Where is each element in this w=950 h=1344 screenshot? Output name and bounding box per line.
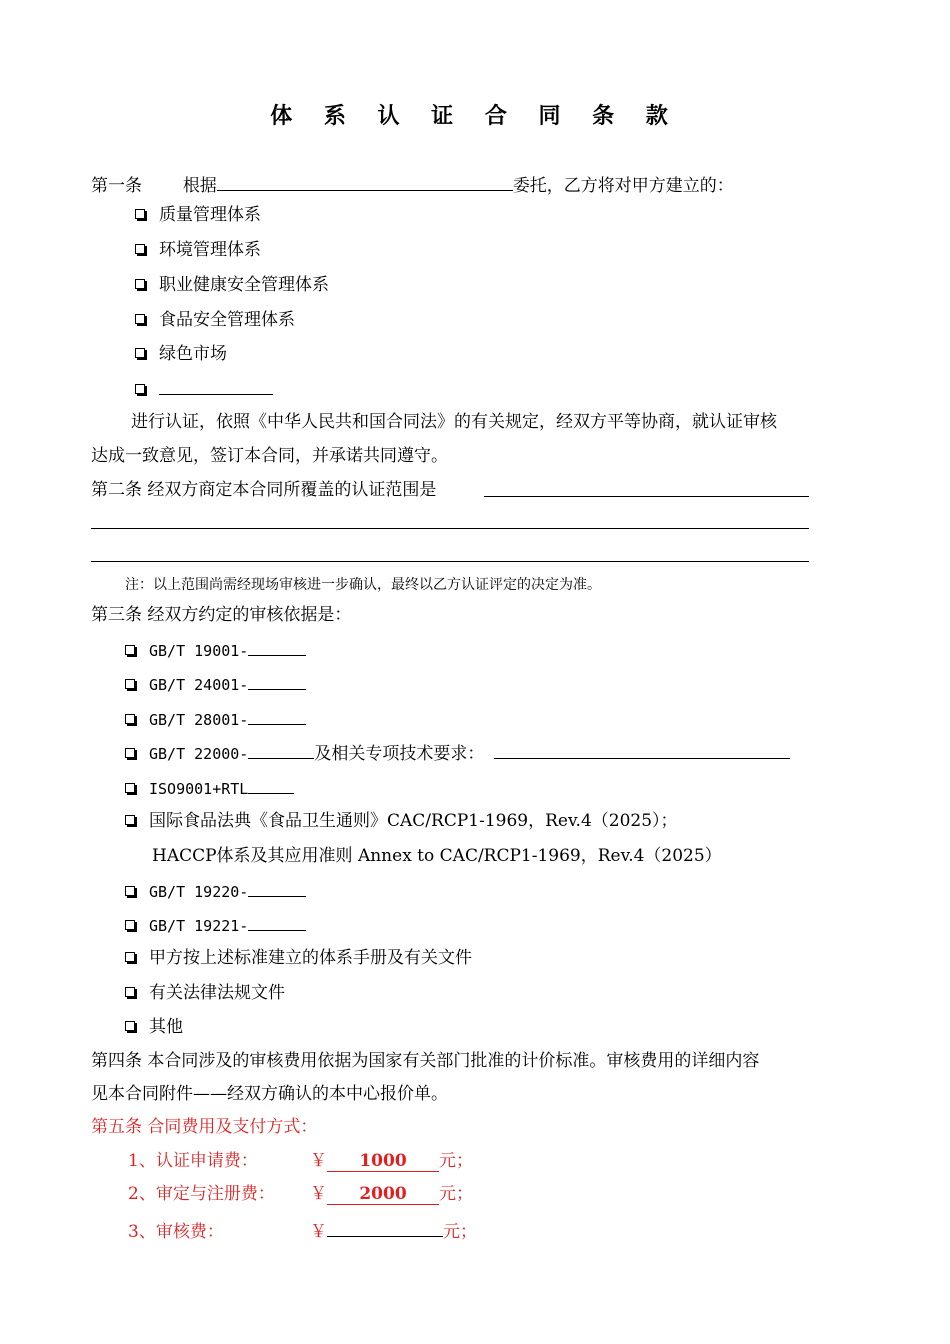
article-4-line2: 见本合同附件——经双方确认的本中心报价单。 [91, 1084, 448, 1104]
basis-laws[interactable]: 有关法律法规文件 [125, 982, 285, 1004]
checkbox-icon[interactable] [125, 748, 135, 758]
fee-row-application: 1、认证申请费： ￥ 1000 元； [128, 1151, 473, 1171]
checkbox-icon[interactable] [135, 279, 145, 289]
year-blank[interactable] [248, 740, 314, 759]
basis-other[interactable]: 其他 [125, 1016, 183, 1038]
article-1-label: 第一条 [91, 176, 142, 196]
checkbox-icon[interactable] [125, 714, 135, 724]
scope-blank-line-3[interactable] [91, 561, 809, 562]
article-4-line1: 第四条 本合同涉及的审核费用依据为国家有关部门批准的计价标准。审核费用的详细内容 [91, 1051, 760, 1071]
option-other-blank[interactable] [135, 376, 273, 401]
checkbox-icon[interactable] [125, 645, 135, 655]
basis-iso9001-rtl[interactable]: ISO9001+RTL [125, 775, 294, 800]
option-environment[interactable]: 环境管理体系 [135, 239, 261, 261]
basis-gbt28001[interactable]: GB/T 28001- [125, 706, 306, 731]
option-quality[interactable]: 质量管理体系 [135, 204, 261, 226]
year-blank[interactable] [248, 706, 306, 725]
option-food-safety[interactable]: 食品安全管理体系 [135, 309, 295, 331]
year-blank[interactable] [248, 912, 306, 931]
principal-blank[interactable] [217, 172, 513, 191]
year-blank[interactable] [248, 878, 306, 897]
option-green-market[interactable]: 绿色市场 [135, 343, 227, 365]
basis-gbt19220[interactable]: GB/T 19220- [125, 878, 306, 903]
basis-gbt24001[interactable]: GB/T 24001- [125, 671, 306, 696]
option-ohs[interactable]: 职业健康安全管理体系 [135, 274, 329, 296]
checkbox-icon[interactable] [135, 244, 145, 254]
checkbox-icon[interactable] [125, 1021, 135, 1031]
article-1-para-line2: 达成一致意见，签订本合同，并承诺共同遵守。 [91, 446, 448, 466]
checkbox-icon[interactable] [125, 886, 135, 896]
scope-note: 注：以上范围尚需经现场审核进一步确认，最终以乙方认证评定的决定为准。 [125, 577, 601, 593]
article-2-heading: 第二条 经双方商定本合同所覆盖的认证范围是 [91, 480, 437, 500]
fee-amount-registration[interactable]: 2000 [327, 1184, 439, 1205]
article-1-heading [91, 172, 734, 197]
basis-haccp: HACCP体系及其应用准则 Annex to CAC/RCP1-1969，Rev.4（2025） [152, 846, 722, 866]
checkbox-icon[interactable] [125, 952, 135, 962]
scope-blank-line-2[interactable] [91, 528, 809, 529]
document-title: 体 系 认 证 合 同 条 款 [270, 103, 680, 129]
rtl-blank[interactable] [248, 775, 294, 794]
article-3-heading: 第三条 经双方约定的审核依据是： [91, 605, 352, 625]
year-blank[interactable] [248, 637, 306, 656]
article-1-prefix: 根据 [182, 176, 217, 196]
checkbox-icon[interactable] [135, 384, 145, 394]
basis-codex-hygiene[interactable]: 国际食品法典《食品卫生通则》CAC/RCP1-1969，Rev.4（2025）； [125, 810, 678, 832]
scope-blank-line-1[interactable] [484, 496, 809, 497]
article-1-para-line1: 进行认证，依照《中华人民共和国合同法》的有关规定，经双方平等协商，就认证审核 [131, 412, 777, 432]
fee-amount-audit[interactable] [327, 1216, 443, 1237]
fee-amount-application[interactable]: 1000 [327, 1151, 439, 1172]
checkbox-icon[interactable] [135, 209, 145, 219]
basis-gbt22000[interactable]: GB/T 22000- 及相关专项技术要求： [125, 740, 790, 765]
basis-gbt19001[interactable]: GB/T 19001- [125, 637, 306, 662]
checkbox-icon[interactable] [125, 987, 135, 997]
basis-gbt19221[interactable]: GB/T 19221- [125, 912, 306, 937]
other-system-blank[interactable] [159, 376, 273, 395]
article-1-suffix: 委托，乙方将对甲方建立的： [512, 176, 734, 196]
checkbox-icon[interactable] [125, 679, 135, 689]
technical-requirements-blank[interactable] [494, 740, 790, 759]
checkbox-icon[interactable] [125, 920, 135, 930]
fee-row-registration: 2、审定与注册费： ￥ 2000 元； [128, 1184, 473, 1204]
year-blank[interactable] [248, 671, 306, 690]
checkbox-icon[interactable] [125, 815, 135, 825]
basis-system-manual[interactable]: 甲方按上述标准建立的体系手册及有关文件 [125, 947, 472, 969]
fee-row-audit: 3、审核费： ￥ 元； [128, 1216, 477, 1243]
checkbox-icon[interactable] [125, 783, 135, 793]
checkbox-icon[interactable] [135, 348, 145, 358]
article-5-heading: 第五条 合同费用及支付方式： [91, 1117, 318, 1137]
checkbox-icon[interactable] [135, 314, 145, 324]
